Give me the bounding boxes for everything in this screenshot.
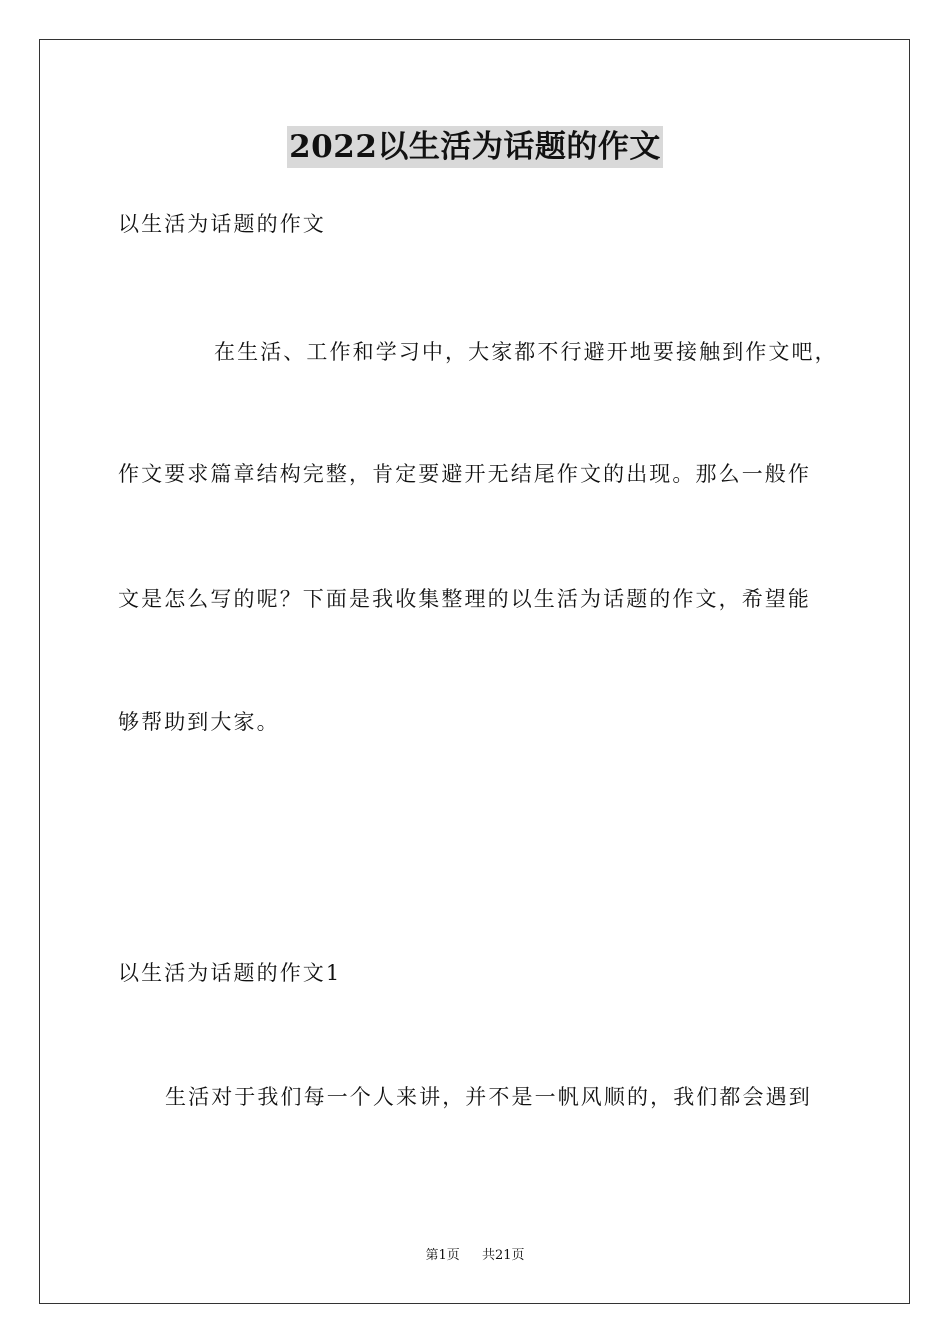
document-subtitle: 以生活为话题的作文 (118, 212, 326, 236)
intro-paragraph-line: 够帮助到大家。 (118, 710, 280, 734)
document-title: 2022以生活为话题的作文 (287, 126, 663, 168)
intro-paragraph-line: 文是怎么写的呢？下面是我收集整理的以生活为话题的作文，希望能 (118, 587, 811, 611)
section-paragraph-line: 生活对于我们每一个人来讲，并不是一帆风顺的，我们都会遇到 (165, 1085, 812, 1109)
intro-paragraph-line: 作文要求篇章结构完整，肯定要避开无结尾作文的出现。那么一般作 (118, 462, 811, 486)
title-container (0, 126, 950, 168)
page-total: 共21页 (482, 1248, 525, 1263)
page-footer (0, 1247, 950, 1265)
section-heading: 以生活为话题的作文1 (118, 961, 342, 985)
intro-paragraph-line: 在生活、工作和学习中，大家都不行避开地要接触到作文吧， (214, 340, 838, 364)
page-number: 第1页 (425, 1248, 460, 1263)
